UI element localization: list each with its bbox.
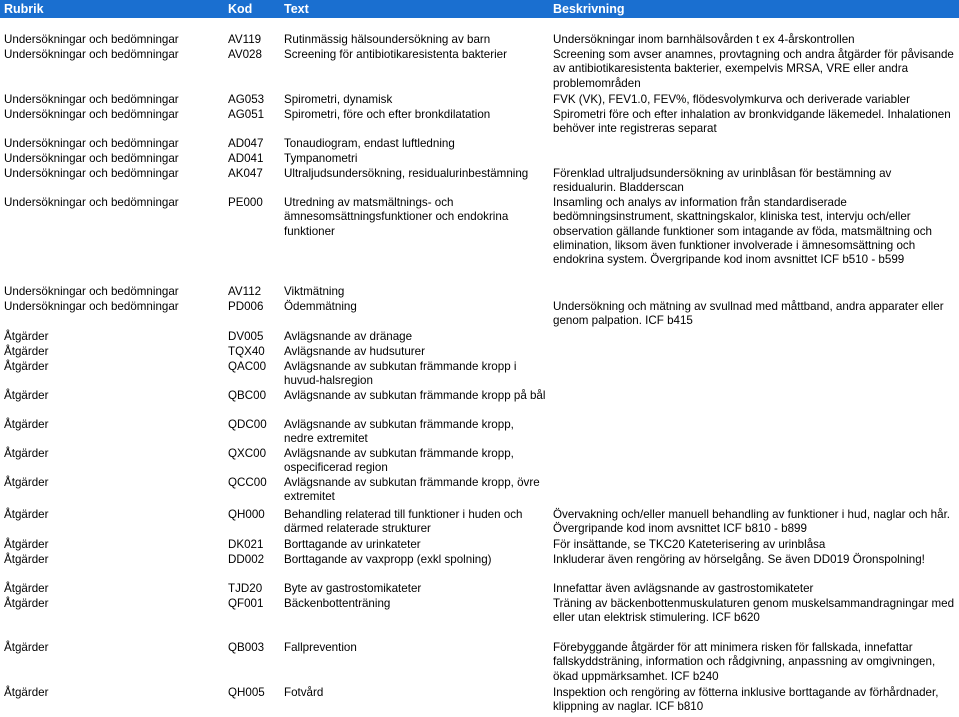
row-kod: AG051 bbox=[228, 108, 265, 121]
row-kod: QXC00 bbox=[228, 447, 267, 460]
table-header bbox=[0, 0, 959, 18]
row-kod: QAC00 bbox=[228, 360, 267, 373]
row-beskrivning: Förebyggande åtgärder för att minimera risken för fallskada, innefattar fallskyddsträning, information och rådgivning, anpassning av omgivningen, ökad uppmärksamhet. ICF b240 bbox=[553, 641, 936, 683]
row-text: Rutinmässig hälsoundersökning av barn bbox=[284, 33, 491, 46]
row-text: Utredning av matsmältnings- och ämnesomsättningsfunktioner och endokrina funktioner bbox=[284, 196, 509, 238]
row-kod: AD047 bbox=[228, 137, 264, 150]
row-kod: AV119 bbox=[228, 33, 262, 46]
row-kod: QCC00 bbox=[228, 476, 267, 489]
row-beskrivning: Förenklad ultraljudsundersökning av urinblåsan för bestämning av residualurin. Bladderscan bbox=[553, 167, 892, 195]
row-beskrivning: För insättande, se TKC20 Kateterisering av urinblåsa bbox=[553, 538, 826, 551]
row-kod: AD041 bbox=[228, 152, 264, 165]
row-text: Ödemmätning bbox=[284, 300, 357, 313]
row-text: Screening för antibiotikaresistenta bakterier bbox=[284, 48, 507, 61]
row-text: Borttagande av urinkateter bbox=[284, 538, 421, 551]
row-text: Avlägsnande av hudsuturer bbox=[284, 345, 425, 358]
row-kod: AV112 bbox=[228, 285, 262, 298]
row-kod: AV028 bbox=[228, 48, 262, 61]
row-text: Byte av gastrostomikateter bbox=[284, 582, 422, 595]
row-kod: QH000 bbox=[228, 508, 265, 521]
row-rubrik: Åtgärder bbox=[4, 330, 49, 343]
row-kod: AK047 bbox=[228, 167, 263, 180]
row-kod: QBC00 bbox=[228, 389, 267, 402]
row-rubrik: Undersökningar och bedömningar bbox=[4, 33, 179, 46]
row-rubrik: Åtgärder bbox=[4, 553, 49, 566]
row-text: Avlägsnande av subkutan främmande kropp, övre extremitet bbox=[284, 476, 540, 504]
row-rubrik: Undersökningar och bedömningar bbox=[4, 285, 179, 298]
row-rubrik: Åtgärder bbox=[4, 641, 49, 654]
row-rubrik: Åtgärder bbox=[4, 360, 49, 373]
row-text: Fallprevention bbox=[284, 641, 357, 654]
row-kod: QH005 bbox=[228, 686, 265, 699]
row-kod: QF001 bbox=[228, 597, 264, 610]
row-beskrivning: Inspektion och rengöring av fötterna inklusive borttagande av förhårdnader, klippning av naglar. ICF b810 bbox=[553, 686, 939, 714]
header-text: Text bbox=[284, 2, 309, 16]
row-beskrivning: Spirometri före och efter inhalation av bronkvidgande läkemedel. Inhalationen behöver inte registreras separat bbox=[553, 108, 951, 136]
row-text: Spirometri, dynamisk bbox=[284, 93, 393, 106]
row-text: Avlägsnande av subkutan främmande kropp i huvud-halsregion bbox=[284, 360, 517, 388]
row-kod: AG053 bbox=[228, 93, 265, 106]
row-beskrivning: Undersökningar inom barnhälsovården t ex 4-årskontrollen bbox=[553, 33, 855, 46]
row-text: Tonaudiogram, endast luftledning bbox=[284, 137, 455, 150]
row-beskrivning: Träning av bäckenbottenmuskulaturen genom muskelsammandragningar med eller utan elektrisk stimulering. ICF b620 bbox=[553, 597, 955, 625]
row-kod: TQX40 bbox=[228, 345, 265, 358]
row-rubrik: Åtgärder bbox=[4, 538, 49, 551]
row-kod: DD002 bbox=[228, 553, 265, 566]
row-text: Avlägsnande av subkutan främmande kropp, ospecificerad region bbox=[284, 447, 514, 475]
row-text: Ultraljudsundersökning, residualurinbestämning bbox=[284, 167, 529, 180]
row-rubrik: Åtgärder bbox=[4, 345, 49, 358]
row-text: Avlägsnande av subkutan främmande kropp på bål bbox=[284, 389, 546, 402]
header-beskrivning: Beskrivning bbox=[553, 2, 625, 16]
row-beskrivning: Undersökning och mätning av svullnad med måttband, andra apparater eller genom palpation. ICF b415 bbox=[553, 300, 944, 328]
row-rubrik: Undersökningar och bedömningar bbox=[4, 300, 179, 313]
row-rubrik: Undersökningar och bedömningar bbox=[4, 152, 179, 165]
row-text: Bäckenbottenträning bbox=[284, 597, 391, 610]
header-kod: Kod bbox=[228, 2, 253, 16]
row-text: Borttagande av vaxpropp (exkl spolning) bbox=[284, 553, 492, 566]
row-text: Avlägsnande av dränage bbox=[284, 330, 413, 343]
row-beskrivning: FVK (VK), FEV1.0, FEV%, flödesvolymkurva och deriverade variabler bbox=[553, 93, 910, 106]
row-text: Fotvård bbox=[284, 686, 324, 699]
row-rubrik: Åtgärder bbox=[4, 447, 49, 460]
header-rubrik: Rubrik bbox=[4, 2, 44, 16]
row-kod: QDC00 bbox=[228, 418, 267, 431]
row-kod: DK021 bbox=[228, 538, 264, 551]
row-beskrivning: Insamling och analys av information från standardiserade bedömningsinstrument, skattningskalor, kliniska test, intervju och/eller observation gällande funktioner som intagande av föda, matsmältning och elimination, liksom även funktioner involverade i ämnesomsättning och endokrina system. Övergripande kod inom avsnittet ICF b510 - b599 bbox=[553, 196, 932, 267]
row-text: Spirometri, före och efter bronkdilatation bbox=[284, 108, 491, 121]
row-text: Behandling relaterad till funktioner i huden och därmed relaterade strukturer bbox=[284, 508, 523, 536]
row-kod: TJD20 bbox=[228, 582, 263, 595]
row-kod: PE000 bbox=[228, 196, 263, 209]
row-beskrivning: Inkluderar även rengöring av hörselgång. Se även DD019 Öronspolning! bbox=[553, 553, 925, 566]
row-rubrik: Undersökningar och bedömningar bbox=[4, 167, 179, 180]
row-kod: QB003 bbox=[228, 641, 265, 654]
row-rubrik: Undersökningar och bedömningar bbox=[4, 196, 179, 209]
row-rubrik: Åtgärder bbox=[4, 508, 49, 521]
row-beskrivning: Screening som avser anamnes, provtagning och andra åtgärder för påvisande av antibiotikaresistenta bakterier, exempelvis MRSA, VRE eller andra problemområden bbox=[553, 48, 954, 90]
row-rubrik: Åtgärder bbox=[4, 476, 49, 489]
row-rubrik: Åtgärder bbox=[4, 686, 49, 699]
row-rubrik: Åtgärder bbox=[4, 418, 49, 431]
row-rubrik: Undersökningar och bedömningar bbox=[4, 48, 179, 61]
row-rubrik: Undersökningar och bedömningar bbox=[4, 108, 179, 121]
row-beskrivning: Innefattar även avlägsnande av gastrostomikateter bbox=[553, 582, 814, 595]
row-kod: DV005 bbox=[228, 330, 264, 343]
row-text: Avlägsnande av subkutan främmande kropp, nedre extremitet bbox=[284, 418, 514, 446]
row-rubrik: Åtgärder bbox=[4, 597, 49, 610]
row-rubrik: Åtgärder bbox=[4, 582, 49, 595]
row-beskrivning: Övervakning och/eller manuell behandling av funktioner i hud, naglar och hår. Övergripande kod inom avsnittet ICF b810 - b899 bbox=[553, 508, 951, 536]
row-text: Tympanometri bbox=[284, 152, 358, 165]
row-rubrik: Undersökningar och bedömningar bbox=[4, 137, 179, 150]
row-rubrik: Åtgärder bbox=[4, 389, 49, 402]
row-rubrik: Undersökningar och bedömningar bbox=[4, 93, 179, 106]
row-text: Viktmätning bbox=[284, 285, 345, 298]
row-kod: PD006 bbox=[228, 300, 264, 313]
